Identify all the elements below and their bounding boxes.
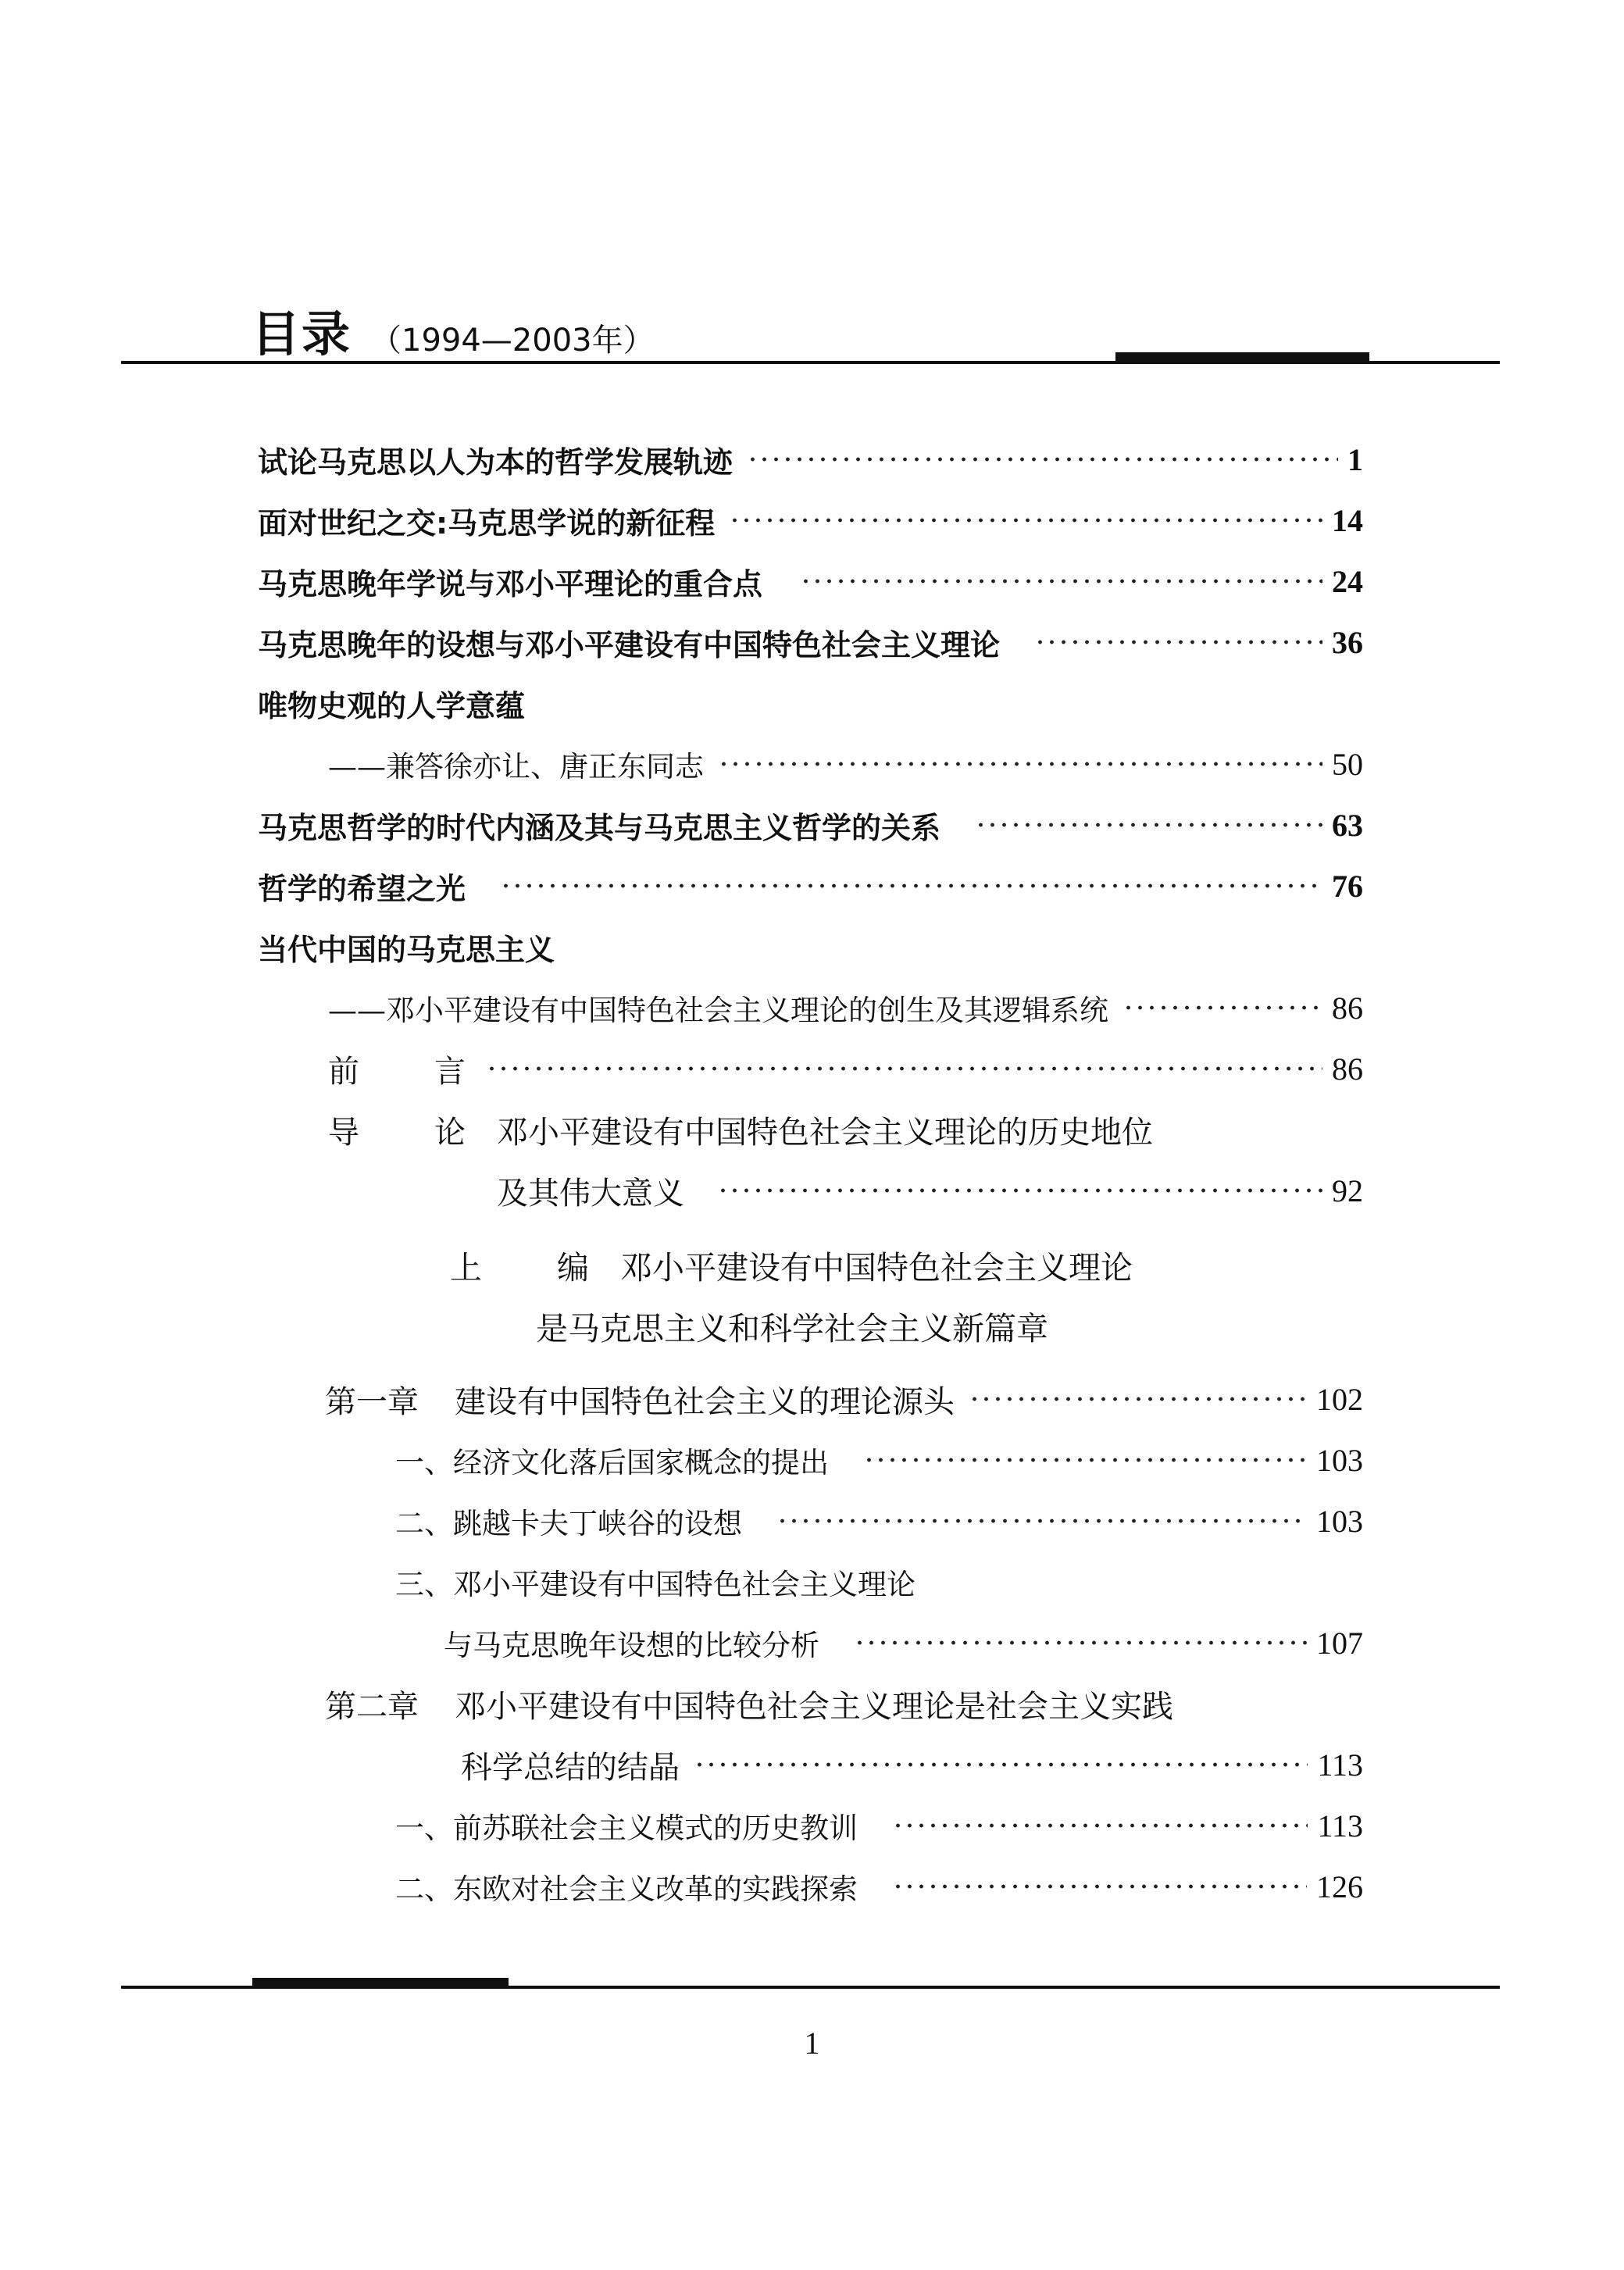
toc-chapter-label: 第一章: [325, 1383, 419, 1420]
toc-section[interactable]: [395, 1861, 1363, 1912]
toc-entry-title: 二、跳越卡夫丁峡谷的设想: [395, 1507, 742, 1540]
toc-entry-title: 与马克思晚年设想的比较分析: [444, 1629, 819, 1662]
toc-entry-subtitle[interactable]: [328, 982, 1363, 1033]
toc-entry[interactable]: [258, 616, 1363, 668]
toc-entry-title: 一、前苏联社会主义模式的历史教训: [395, 1811, 858, 1845]
toc-entry-title: 建设有中国特色社会主义的理论源头: [455, 1383, 955, 1420]
toc-entry-page: 103: [1316, 1442, 1363, 1478]
toc-entry-label: 导 论: [328, 1114, 466, 1151]
toc-entry-subtitle[interactable]: [328, 738, 1363, 790]
leader-dots: [729, 516, 1322, 524]
toc-entry-preface[interactable]: [328, 1043, 1363, 1094]
leader-dots: [747, 455, 1338, 463]
toc-entry-title: 邓小平建设有中国特色社会主义理论的历史地位: [497, 1114, 1153, 1151]
toc-entry-page: 1: [1347, 441, 1363, 477]
toc-entry-label: 前 言: [328, 1053, 466, 1090]
toc-entry-page: 86: [1332, 990, 1363, 1026]
toc-entry-page: 92: [1332, 1172, 1363, 1208]
page-title: 目录: [252, 305, 352, 362]
page-subtitle-years: （1994—2003年）: [370, 323, 655, 359]
toc-entry-title: ——邓小平建设有中国特色社会主义理论的创生及其逻辑系统: [328, 994, 1108, 1027]
toc-entry[interactable]: [258, 434, 1363, 485]
toc-section-continuation[interactable]: [444, 1617, 1363, 1669]
leader-dots: [892, 1883, 1307, 1890]
toc-entry[interactable]: [258, 494, 1363, 546]
toc-entry-title: 哲学的希望之光: [258, 871, 466, 906]
leader-dots: [969, 1395, 1307, 1403]
toc-entry-page: 126: [1316, 1868, 1363, 1904]
leader-dots: [892, 1822, 1308, 1829]
toc-entry[interactable]: [258, 860, 1363, 912]
toc-entry-title: 邓小平建设有中国特色社会主义理论是社会主义实践: [455, 1688, 1173, 1725]
toc-entry-title: 马克思晚年的设想与邓小平建设有中国特色社会主义理论: [258, 627, 1001, 662]
leader-dots: [717, 1187, 1322, 1194]
toc-entry-page: 50: [1332, 746, 1363, 782]
toc-entry-title: 三、邓小平建设有中国特色社会主义理论: [395, 1568, 916, 1601]
toc-entry-page: 103: [1316, 1503, 1363, 1539]
toc-entry[interactable]: [258, 677, 1363, 729]
leader-dots: [800, 577, 1322, 585]
toc-entry-page: 113: [1317, 1747, 1363, 1783]
toc-entry-title: 马克思晚年学说与邓小平理论的重合点: [258, 566, 763, 601]
leader-dots: [486, 1065, 1322, 1073]
toc-entry-page: 102: [1316, 1381, 1363, 1417]
toc-entry-title: 科学总结的结晶: [461, 1749, 680, 1786]
toc-entry-page: 63: [1332, 807, 1363, 843]
toc-entry-continuation[interactable]: [497, 1165, 1363, 1216]
toc-entry-page: 76: [1332, 868, 1363, 904]
toc-entry[interactable]: [258, 921, 1363, 973]
leader-dots: [854, 1639, 1307, 1647]
toc-entry[interactable]: [258, 555, 1363, 607]
toc-entry-page: 113: [1317, 1808, 1363, 1843]
leader-dots: [863, 1456, 1307, 1464]
leader-dots: [1034, 638, 1322, 646]
toc-entry[interactable]: [258, 799, 1363, 851]
toc-entry-title: 二、东欧对社会主义改革的实践探索: [395, 1872, 858, 1906]
page-number: 1: [804, 2026, 820, 2061]
toc-entry-title: 面对世纪之交:马克思学说的新征程: [258, 505, 716, 541]
leader-dots: [718, 760, 1322, 768]
leader-dots: [500, 882, 1322, 890]
toc-entry-title: 唯物史观的人学意蕴: [258, 688, 526, 723]
toc-entry-page: 36: [1332, 624, 1363, 660]
toc-entry-page: 24: [1332, 563, 1363, 599]
part-heading: 上 编 邓小平建设有中国特色社会主义理论: [450, 1249, 1133, 1287]
leader-dots: [975, 821, 1322, 829]
footer-rule: [121, 1986, 1500, 1989]
leader-dots: [1123, 1004, 1322, 1012]
toc-entry-page: 107: [1316, 1625, 1363, 1661]
part-heading-continuation: 是马克思主义和科学社会主义新篇章: [536, 1310, 1048, 1347]
toc-chapter-continuation[interactable]: [461, 1739, 1363, 1790]
toc-entry-page: 86: [1332, 1051, 1363, 1087]
toc-entry-title: ——兼答徐亦让、唐正东同志: [328, 750, 704, 783]
toc-chapter-label: 第二章: [325, 1688, 419, 1725]
toc-section[interactable]: [395, 1556, 1363, 1608]
toc-entry-introduction[interactable]: [328, 1104, 1363, 1155]
toc-entry-title: 当代中国的马克思主义: [258, 932, 555, 967]
toc-entry-title: 马克思哲学的时代内涵及其与马克思主义哲学的关系: [258, 810, 941, 845]
leader-dots: [776, 1517, 1307, 1525]
toc-section[interactable]: [395, 1434, 1363, 1486]
toc-entry-page: 14: [1332, 502, 1363, 538]
toc-entry-title: 试论马克思以人为本的哲学发展轨迹: [258, 444, 733, 480]
toc-section[interactable]: [395, 1800, 1363, 1851]
toc-entry-title: 一、经济文化落后国家概念的提出: [395, 1446, 829, 1479]
toc-entry-title: 及其伟大意义: [497, 1175, 684, 1212]
leader-dots: [694, 1761, 1308, 1769]
toc-chapter[interactable]: [325, 1373, 1363, 1425]
toc-section[interactable]: [395, 1495, 1363, 1547]
toc-chapter[interactable]: [325, 1678, 1363, 1729]
